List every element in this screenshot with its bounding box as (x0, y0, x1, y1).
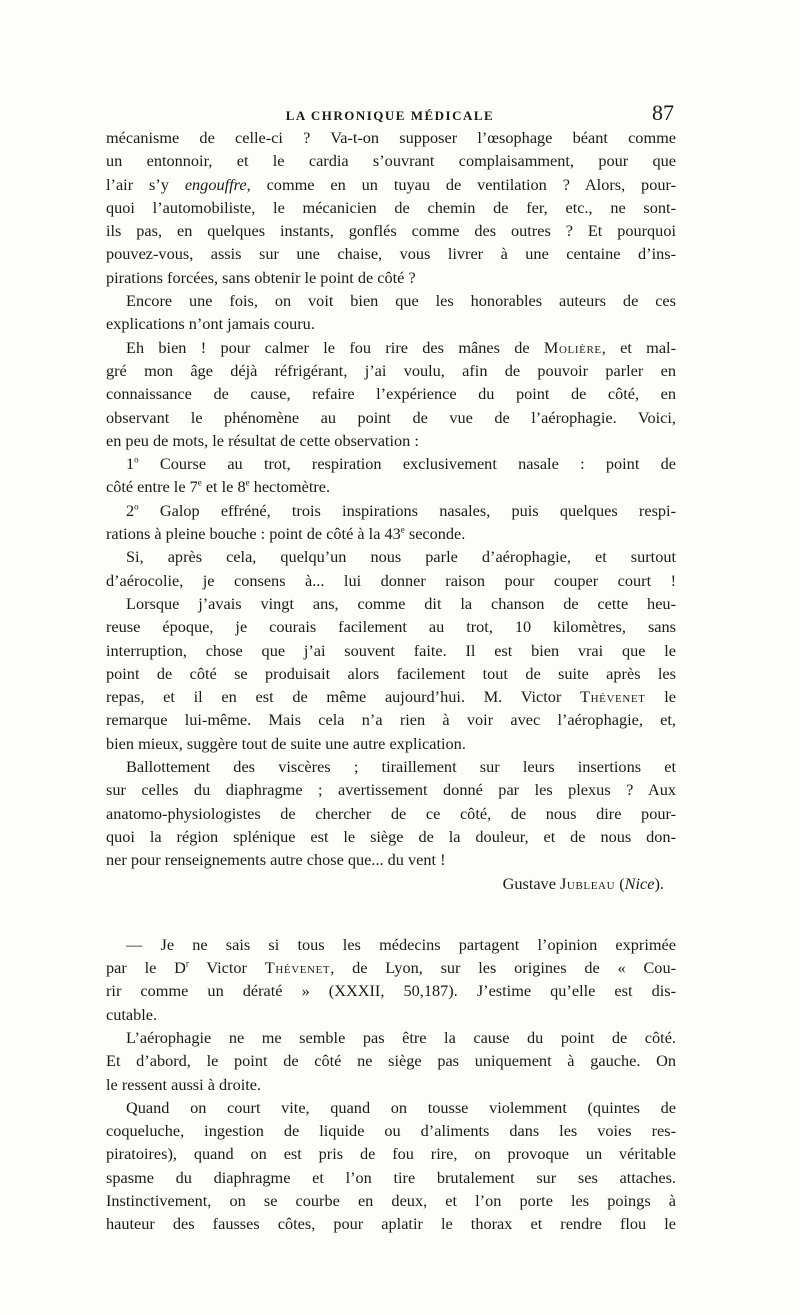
text-line: Et d’abord, le point de côté ne siège pas uniquement à gauche. On (106, 1051, 676, 1071)
text-line: pouvez-vous, assis sur une chaise, vous livrer à une centaine d’ins- (106, 244, 676, 264)
text-line: piratoires), quand on est pris de fou rire, on provoque un véritable (106, 1144, 676, 1164)
signature: Gustave Jubleau (Nice). (502, 873, 664, 893)
text-line: anatomo-physiologistes de chercher de ce côté, de nous dire pour- (106, 803, 676, 823)
body-text (106, 126, 676, 1236)
page-number: 87 (652, 100, 674, 125)
running-title: LA CHRONIQUE MÉDICALE (285, 108, 495, 123)
text-line: explications n’ont jamais couru. (106, 314, 315, 334)
text-line: pirations forcées, sans obtenir le point de côté ? (106, 267, 416, 287)
author-name: Molière (543, 337, 602, 357)
text-line: point de côté se produisait alors facilement tout de suite après les (106, 663, 676, 683)
text-line: sur celles du diaphragme ; avertissement donné par les plexus ? Aux (106, 780, 676, 800)
text-line: observant le phénomène au point de vue de l’aérophagie. Voici, (106, 407, 676, 427)
text-line: d’aérocolie, je consens à... lui donner raison pour couper court ! (106, 570, 676, 590)
text-line: Ballottement des viscères ; tiraillement sur leurs insertions et (126, 757, 676, 777)
text-line: repas, et il en est de même aujourd’hui. M. Victor Thévenet le (106, 687, 676, 707)
text-line: rations à pleine bouche : point de côté à la 43e seconde. (106, 524, 466, 544)
text-line: un entonnoir, et le cardia s’ouvrant complaisamment, pour que (106, 151, 676, 171)
text-line: — Je ne sais si tous les médecins partagent l’opinion exprimée (126, 934, 676, 954)
text-line: côté entre le 7e et le 8e hectomètre. (106, 477, 331, 497)
author-name: Thévenet (264, 958, 331, 978)
text-line: Instinctivement, on se courbe en deux, et l’on porte les poings à (106, 1191, 676, 1211)
text-line: ils pas, en quelques instants, gonflés comme des outres ? Et pourquoi (106, 221, 676, 241)
text-line: hauteur des fausses côtes, pour aplatir le thorax et rendre flou le (106, 1214, 676, 1234)
text-line: Si, après cela, quelqu’un nous parle d’aérophagie, et surtout (126, 547, 676, 567)
text-line: mécanisme de celle-ci ? Va-t-on supposer l’œsophage béant comme (106, 128, 676, 147)
text-line: connaissance de cause, refaire l’expérience du point de côté, en (106, 384, 676, 404)
text-line: interruption, chose que j’ai souvent faite. Il est bien vrai que le (106, 640, 676, 660)
text-line: cutable. (106, 1004, 158, 1024)
text-line: remarque lui-même. Mais cela n’a rien à voir avec l’aérophagie, et, (106, 710, 676, 730)
text-line: quoi la région splénique est le siège de la douleur, et de nous don- (106, 826, 676, 846)
text-line: ner pour renseignements autre chose que... du vent ! (106, 850, 446, 870)
text-line: spasme du diaphragme et l’on tire brutalement sur ses attaches. (106, 1167, 676, 1187)
section-gap (106, 895, 676, 933)
italic-word: engouffre (184, 174, 247, 194)
text-line: quoi l’automobiliste, le mécanicien de chemin de fer, etc., ne sont- (106, 197, 676, 217)
text-line: reuse époque, je courais facilement au trot, 10 kilomètres, sans (106, 617, 676, 637)
text-line: l’air s’y engouffre, comme en un tuyau de ventilation ? Alors, pour- (106, 174, 676, 194)
text-line: 1$^o$ Course au trot, respiration exclusivement nasale : point de (126, 454, 676, 474)
text-line: rir comme un dératé » (XXXII, 50,187). J’estime qu’elle est dis- (106, 981, 676, 1001)
text-line: Encore une fois, on voit bien que les honorables auteurs de ces (126, 291, 676, 311)
text-line: coqueluche, ingestion de liquide ou d’aliments dans les voies res- (106, 1121, 676, 1141)
text-line: le ressent aussi à droite. (106, 1074, 262, 1094)
text-line: Lorsque j’avais vingt ans, comme dit la chanson de cette heu- (126, 593, 676, 613)
text-line: L’aérophagie ne me semble pas être la cause du point de côté. (126, 1027, 676, 1047)
text-line: bien mieux, suggère tout de suite une autre explication. (106, 733, 466, 753)
text-line: gré mon âge déjà réfrigérant, j’ai voulu, afin de pouvoir parler en (106, 360, 676, 380)
author-name: Thévenet (580, 687, 646, 707)
running-head (106, 100, 674, 128)
text-line: 2$^o$ Galop effréné, trois inspirations nasales, puis quelques respi- (126, 500, 676, 520)
text-line: Eh bien ! pour calmer le fou rire des mânes de Molière, et mal- (126, 337, 677, 357)
text-line: par le $D^r$ Victor Thévenet, de Lyon, sur les origines de « Cou- (106, 958, 677, 978)
text-line: Quand on court vite, quand on tousse violemment (quintes de (126, 1097, 676, 1117)
text-line: en peu de mots, le résultat de cette observation : (106, 430, 419, 450)
